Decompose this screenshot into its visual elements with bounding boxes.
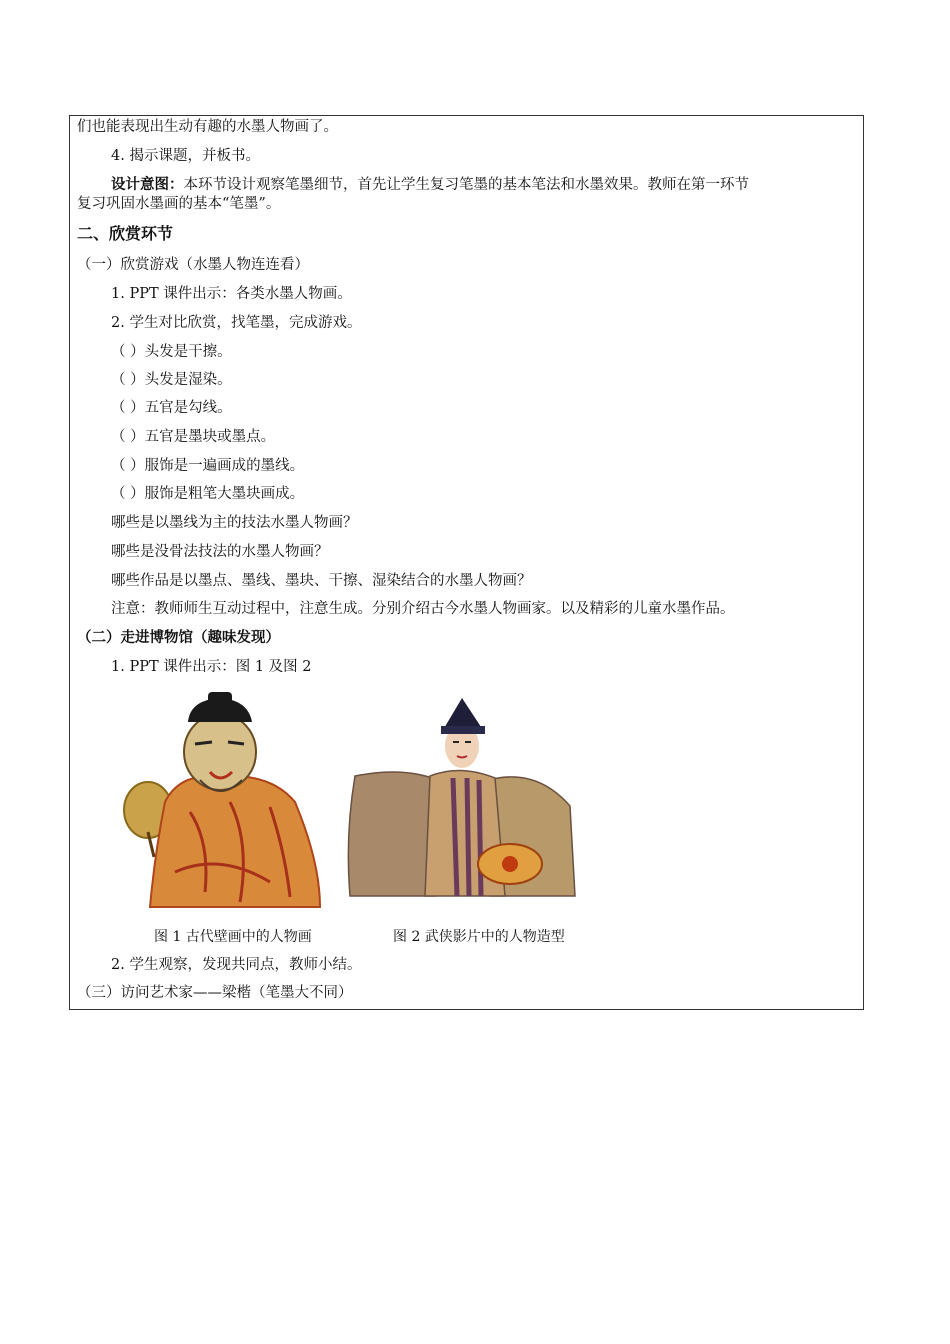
question-line: 哪些是以墨线为主的技法水墨人物画？: [111, 515, 358, 531]
text-line: 复习巩固水墨画的基本“笔墨”。: [77, 196, 281, 212]
subsection-heading: （三）访问艺术家——梁楷（笔墨大不同）: [77, 985, 353, 1001]
section-heading: 二、欣赏环节: [77, 224, 174, 243]
figure-1-caption: 图 1 古代壁画中的人物画: [154, 929, 312, 945]
subsection-heading: （一）欣赏游戏（水墨人物连连看）: [77, 257, 309, 273]
text-line: 4. 揭示课题，并板书。: [111, 148, 260, 164]
blank-item: （ ）五官是勾线。: [111, 400, 232, 416]
costume-figure-image: [345, 696, 577, 902]
mural-figure-image: [120, 692, 330, 914]
design-intent-line: [111, 175, 749, 195]
subsection-heading: （二）走进博物馆（趣味发现）: [77, 629, 280, 646]
blank-item: （ ）头发是干擦。: [111, 344, 232, 360]
text-line: 1. PPT 课件出示：图 1 及图 2: [111, 659, 312, 675]
text-line: 们也能表现出生动有趣的水墨人物画了。: [77, 119, 338, 135]
blank-item: （ ）五官是墨块或墨点。: [111, 429, 276, 445]
note-line: 注意：教师师生互动过程中，注意生成。分别介绍古今水墨人物画家。以及精彩的儿童水墨作品。: [111, 601, 735, 617]
blank-item: （ ）头发是湿染。: [111, 372, 232, 388]
question-line: 哪些是没骨法技法的水墨人物画？: [111, 544, 329, 560]
text-line: 1. PPT 课件出示：各类水墨人物画。: [111, 286, 352, 302]
text-line: 2. 学生观察，发现共同点，教师小结。: [111, 957, 362, 973]
design-intent-label: 设计意图：: [111, 176, 184, 193]
figure-2-caption: 图 2 武侠影片中的人物造型: [393, 929, 565, 945]
design-intent-text: 本环节设计观察笔墨细节，首先让学生复习笔墨的基本笔法和水墨效果。教师在第一环节: [183, 177, 749, 193]
blank-item: （ ）服饰是粗笔大墨块画成。: [111, 486, 305, 502]
text-line: 2. 学生对比欣赏，找笔墨，完成游戏。: [111, 315, 362, 331]
blank-item: （ ）服饰是一遍画成的墨线。: [111, 458, 305, 474]
question-line: 哪些作品是以墨点、墨线、墨块、干擦、湿染结合的水墨人物画？: [111, 573, 532, 589]
